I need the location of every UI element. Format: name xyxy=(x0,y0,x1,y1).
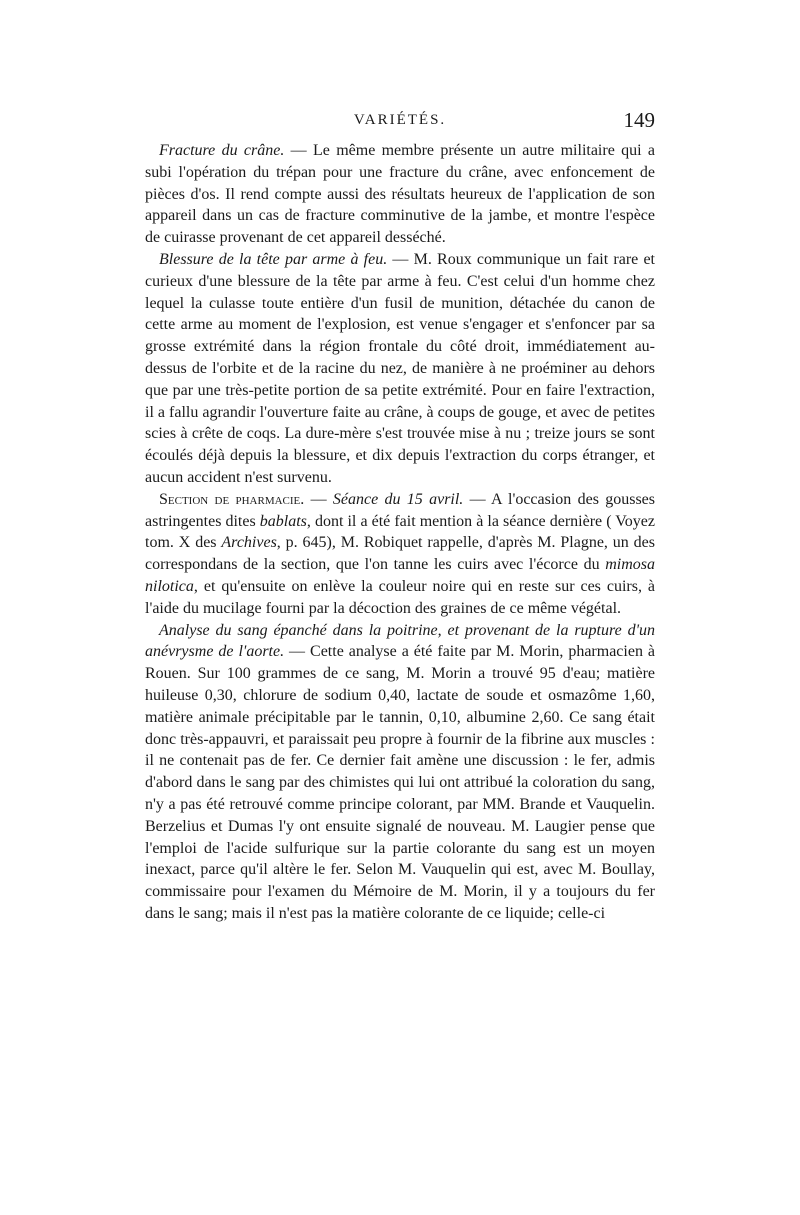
paragraph-lead: Séance du 15 avril. xyxy=(332,490,464,508)
paragraph-lead: Analyse du sang épanché dans la poitrine, et provenant de la rupture d'un anévrysme de l'aorte. xyxy=(145,621,655,661)
running-title: VARIÉTÉS. xyxy=(353,112,447,128)
paragraph-analyse xyxy=(145,620,655,925)
paragraph-body: — Cette analyse a été faite par M. Morin, pharmacien à Rouen. Sur 100 grammes de ce sang, M. Morin a trouvé 95 d'eau; matière huileuse 0,30, chlorure de sodium 0,40, lactate de soude et osmazôme 1,60, matière animale précipitable par le tannin, 0,10, albumine 2,60. Ce sang était donc très-appauvri, et paraissait peu propre à fournir de la fibrine aux muscles : il ne contenait pas de fer. Ce dernier fait amène une discussion : le fer, admis d'abord dans le sang par des chimistes qui lui ont attribué la coloration du sang, n'y a pas été retrouvé comme principe colorant, par MM. Brande et Vauquelin. Berzelius et Dumas l'y ont ensuite signalé de nouveau. M. Laugier pense que l'emploi de l'acide sulfurique sur la partie colorante du sang est un moyen inexact, parce qu'il altère le fer. Selon M. Vauquelin qui est, avec M. Boullay, commissaire pour l'examen du Mémoire de M. Morin, il y a toujours du fer dans le sang; mais il n'est pas la matière colorante de ce liquide; celle-ci xyxy=(145,643,656,922)
italic-term: bablats xyxy=(259,512,307,530)
paragraph-lead: Fracture du crâne. xyxy=(159,142,285,159)
section-heading: Section de pharmacie. xyxy=(159,490,305,508)
paragraph-body: , et qu'ensuite on enlève la couleur noire qui en reste sur ces cuirs, à l'aide du mucilage fourni par la décoction des graines de ce même végétal. xyxy=(145,577,655,617)
body-text xyxy=(145,140,655,925)
paragraph-body: , p. 645), M. Robiquet rappelle, d'après M. Plagne, un des correspondans de la section, que l'on tanne les cuirs avec l'écorce du xyxy=(145,534,656,574)
paragraph-body: — M. Roux communique un fait rare et curieux d'une blessure de la tête par arme à feu. C'est celui d'un homme chez lequel la culasse toute entière d'un fusil de munition, détachée du canon de cette arme au moment de l'explosion, est venue s'engager et s'enfoncer par sa grosse extrémité dans la région frontale du côté droit, immédiatement au-dessus de l'orbite et de la racine du nez, de manière à ne proéminer au dehors que par une très-petite portion de sa petite extrémité. Pour en faire l'extraction, il a fallu agrandir l'ouverture faite au crâne, à coups de gouge, et avec de petites scies à crête de coqs. La dure-mère s'est trouvée mise à nu ; treize jours se sont écoulés déjà depuis la blessure, et dix depuis l'extraction du corps étranger, et aucun accident n'est survenu. xyxy=(145,250,655,486)
page-header xyxy=(145,108,655,138)
paragraph-body: — A l'occasion des gousses astringentes dites xyxy=(145,490,656,530)
paragraph-fracture xyxy=(145,140,655,249)
italic-term: Archives xyxy=(221,534,277,552)
italic-term: mimosa nilotica xyxy=(145,556,655,595)
paragraph-body: , dont il a été fait mention à la séance dernière ( Voyez tom. X des xyxy=(145,512,656,552)
separator: — xyxy=(304,490,333,508)
paragraph-blessure xyxy=(145,249,655,489)
paragraph-pharmacie xyxy=(145,489,655,620)
paragraph-lead: Blessure de la tête par arme à feu. xyxy=(159,250,388,268)
page-number: 149 xyxy=(623,108,655,132)
paragraph-body: — Le même membre présente un autre militaire qui a subi l'opération du trépan pour une fracture du crâne, avec enfoncement de pièces d'os. Il rend compte aussi des résultats heureux de l'application de son appareil dans un cas de fracture comminutive de la jambe, et montre l'espèce de cuirasse provenant de cet appareil desséché. xyxy=(145,142,655,247)
